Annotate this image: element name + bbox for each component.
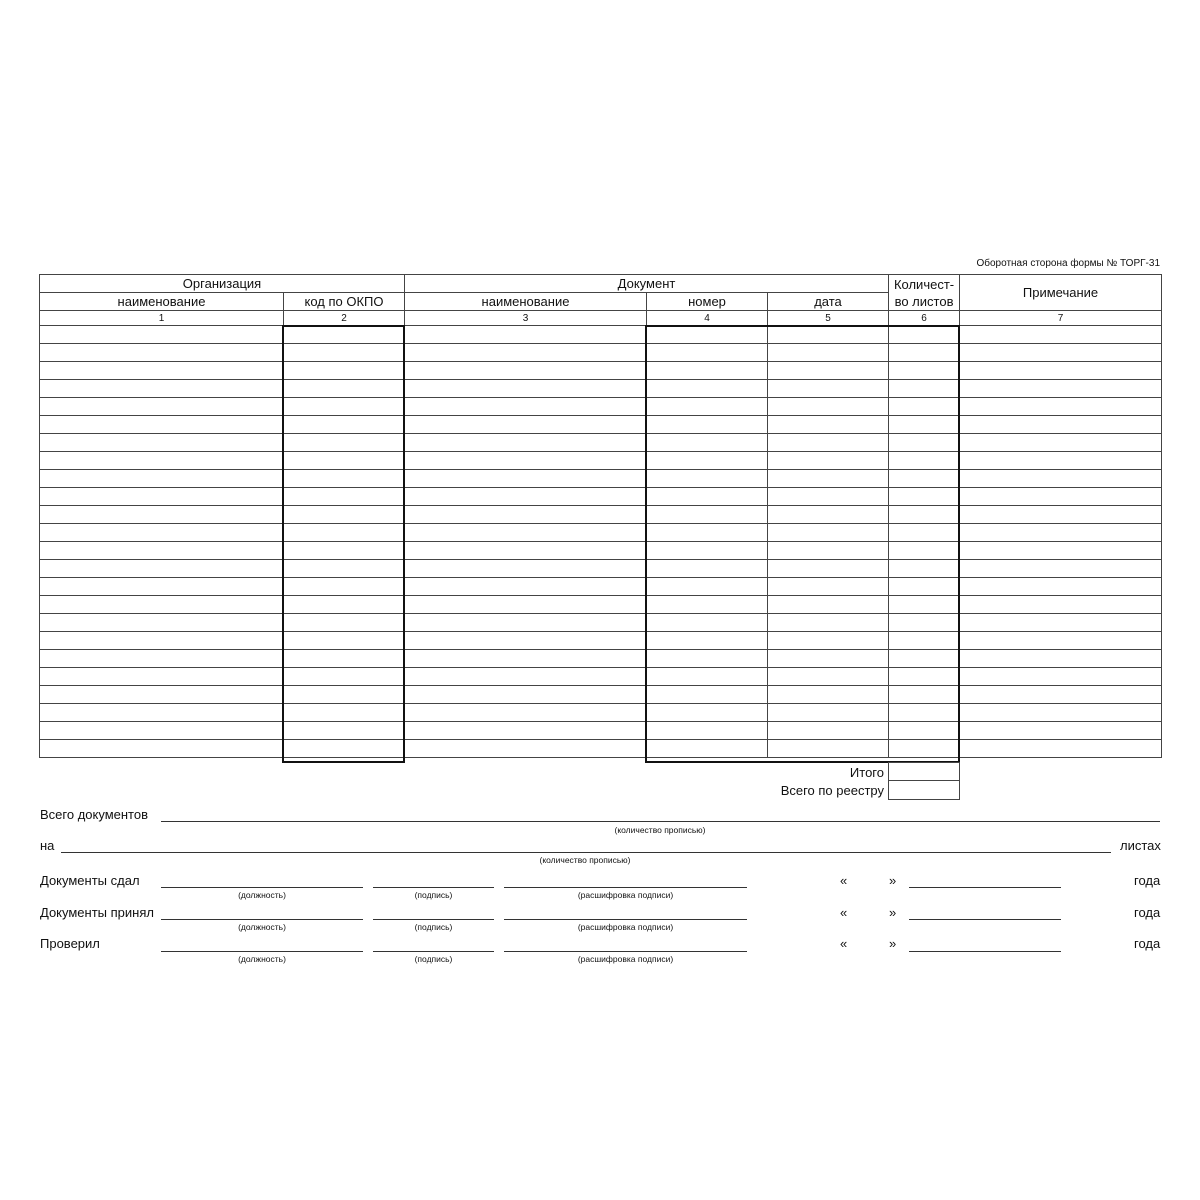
table-cell[interactable]	[40, 542, 284, 560]
handed-over-position-field[interactable]	[161, 887, 363, 888]
table-cell[interactable]	[889, 560, 960, 578]
table-cell[interactable]	[768, 740, 889, 758]
sheets-count-field[interactable]	[61, 852, 1111, 853]
registry-table	[39, 274, 1162, 758]
table-cell[interactable]	[405, 524, 647, 542]
col-number: 5	[768, 311, 889, 326]
table-cell[interactable]	[960, 524, 1162, 542]
table-cell[interactable]	[284, 614, 405, 632]
open-quote: «	[840, 873, 848, 888]
table-cell[interactable]	[960, 578, 1162, 596]
table-cell[interactable]	[960, 362, 1162, 380]
table-cell[interactable]	[768, 668, 889, 686]
table-cell[interactable]	[889, 722, 960, 740]
received-date-field[interactable]	[909, 919, 1061, 920]
table-cell[interactable]	[889, 416, 960, 434]
table-cell[interactable]	[647, 686, 768, 704]
col-number: 3	[405, 311, 647, 326]
table-cell[interactable]	[768, 470, 889, 488]
table-cell[interactable]	[960, 722, 1162, 740]
table-cell[interactable]	[647, 470, 768, 488]
table-cell[interactable]	[647, 740, 768, 758]
header-okpo-code: код по ОКПО	[284, 293, 405, 311]
table-row	[40, 704, 1162, 722]
form-reference: Оборотная сторона формы № ТОРГ-31	[976, 258, 1160, 269]
table-cell[interactable]	[768, 362, 889, 380]
table-cell[interactable]	[768, 416, 889, 434]
col-number: 7	[960, 311, 1162, 326]
table-cell[interactable]	[647, 650, 768, 668]
header-org-name: наименование	[40, 293, 284, 311]
caption-position: (должность)	[238, 922, 286, 932]
table-cell[interactable]	[40, 740, 284, 758]
table-cell[interactable]	[405, 326, 647, 344]
table-cell[interactable]	[284, 632, 405, 650]
table-cell[interactable]	[405, 668, 647, 686]
col-number: 1	[40, 311, 284, 326]
table-cell[interactable]	[960, 434, 1162, 452]
year-label: года	[1134, 905, 1161, 920]
close-quote: »	[889, 905, 897, 920]
table-cell[interactable]	[647, 668, 768, 686]
table-cell[interactable]	[405, 344, 647, 362]
table-cell[interactable]	[284, 668, 405, 686]
table-cell[interactable]	[889, 362, 960, 380]
table-cell[interactable]	[768, 560, 889, 578]
total-documents-field[interactable]	[161, 821, 1160, 822]
table-cell[interactable]	[284, 650, 405, 668]
table-cell[interactable]	[768, 596, 889, 614]
table-cell[interactable]	[284, 542, 405, 560]
table-cell[interactable]	[647, 722, 768, 740]
table-cell[interactable]	[889, 524, 960, 542]
table-cell[interactable]	[405, 650, 647, 668]
header-organization: Организация	[40, 275, 405, 293]
table-cell[interactable]	[40, 614, 284, 632]
table-cell[interactable]	[284, 416, 405, 434]
received-label: Документы принял	[40, 905, 154, 920]
table-cell[interactable]	[960, 506, 1162, 524]
table-cell[interactable]	[768, 434, 889, 452]
caption-signature-transcript: (расшифровка подписи)	[577, 890, 674, 900]
table-cell[interactable]	[647, 506, 768, 524]
table-cell[interactable]	[889, 686, 960, 704]
table-cell[interactable]	[960, 704, 1162, 722]
handed-over-name-field[interactable]	[504, 887, 747, 888]
table-cell[interactable]	[284, 326, 405, 344]
col-number: 4	[647, 311, 768, 326]
table-cell[interactable]	[889, 650, 960, 668]
table-cell[interactable]	[768, 614, 889, 632]
table-cell[interactable]	[960, 650, 1162, 668]
checked-date-field[interactable]	[909, 951, 1061, 952]
table-cell[interactable]	[405, 578, 647, 596]
table-cell[interactable]	[284, 740, 405, 758]
table-cell[interactable]	[960, 326, 1162, 344]
table-cell[interactable]	[889, 668, 960, 686]
table-cell[interactable]	[40, 398, 284, 416]
table-cell[interactable]	[768, 578, 889, 596]
table-cell[interactable]	[960, 632, 1162, 650]
table-cell[interactable]	[405, 398, 647, 416]
table-cell[interactable]	[40, 362, 284, 380]
table-cell[interactable]	[960, 542, 1162, 560]
table-cell[interactable]	[40, 704, 284, 722]
table-row	[40, 596, 1162, 614]
header-document: Документ	[405, 275, 889, 293]
handed-over-date-field[interactable]	[909, 887, 1061, 888]
table-cell[interactable]	[768, 380, 889, 398]
table-row	[40, 578, 1162, 596]
table-cell[interactable]	[405, 560, 647, 578]
table-cell[interactable]	[647, 524, 768, 542]
table-cell[interactable]	[960, 614, 1162, 632]
table-row	[40, 740, 1162, 758]
table-row	[40, 560, 1162, 578]
table-cell[interactable]	[960, 416, 1162, 434]
table-cell[interactable]	[405, 542, 647, 560]
table-cell[interactable]	[284, 704, 405, 722]
table-cell[interactable]	[768, 524, 889, 542]
handed-over-signature-field[interactable]	[373, 887, 494, 888]
table-row	[40, 326, 1162, 344]
header-doc-number: номер	[647, 293, 768, 311]
table-cell[interactable]	[889, 326, 960, 344]
caption-signature: (подпись)	[414, 954, 453, 964]
table-cell[interactable]	[960, 668, 1162, 686]
table-row	[40, 524, 1162, 542]
table-cell[interactable]	[284, 488, 405, 506]
table-cell[interactable]	[889, 704, 960, 722]
open-quote: «	[840, 936, 848, 951]
table-row	[40, 668, 1162, 686]
table-row	[40, 434, 1162, 452]
table-cell[interactable]	[768, 650, 889, 668]
table-cell[interactable]	[40, 632, 284, 650]
table-cell[interactable]	[284, 362, 405, 380]
itogo-cell[interactable]	[888, 762, 960, 781]
table-cell[interactable]	[284, 524, 405, 542]
table-cell[interactable]	[889, 578, 960, 596]
table-cell[interactable]	[284, 560, 405, 578]
table-cell[interactable]	[647, 434, 768, 452]
table-cell[interactable]	[960, 344, 1162, 362]
table-cell[interactable]	[284, 452, 405, 470]
table-cell[interactable]	[647, 326, 768, 344]
table-cell[interactable]	[284, 506, 405, 524]
table-cell[interactable]	[960, 560, 1162, 578]
table-cell[interactable]	[40, 434, 284, 452]
table-row	[40, 344, 1162, 362]
close-quote: »	[889, 873, 897, 888]
caption-position: (должность)	[238, 954, 286, 964]
table-cell[interactable]	[284, 380, 405, 398]
table-cell[interactable]	[284, 434, 405, 452]
table-cell[interactable]	[284, 578, 405, 596]
table-row	[40, 614, 1162, 632]
table-cell[interactable]	[960, 686, 1162, 704]
table-cell[interactable]	[405, 452, 647, 470]
checked-signature-field[interactable]	[373, 951, 494, 952]
table-cell[interactable]	[284, 596, 405, 614]
caption-signature-transcript: (расшифровка подписи)	[577, 922, 674, 932]
table-cell[interactable]	[405, 380, 647, 398]
caption-signature-transcript: (расшифровка подписи)	[577, 954, 674, 964]
table-cell[interactable]	[405, 614, 647, 632]
table-cell[interactable]	[647, 416, 768, 434]
table-cell[interactable]	[768, 686, 889, 704]
table-row	[40, 362, 1162, 380]
table-row	[40, 686, 1162, 704]
table-cell[interactable]	[40, 686, 284, 704]
year-label: года	[1134, 936, 1161, 951]
table-cell[interactable]	[768, 722, 889, 740]
table-row	[40, 722, 1162, 740]
registry-total-label: Всего по реестру	[780, 783, 884, 798]
received-signature-field[interactable]	[373, 919, 494, 920]
table-cell[interactable]	[647, 614, 768, 632]
table-cell[interactable]	[40, 344, 284, 362]
header-note: Примечание	[960, 275, 1162, 311]
table-row	[40, 380, 1162, 398]
table-cell[interactable]	[647, 488, 768, 506]
col-number: 6	[889, 311, 960, 326]
on-label: на	[40, 838, 55, 853]
table-cell[interactable]	[647, 452, 768, 470]
table-cell[interactable]	[889, 596, 960, 614]
table-cell[interactable]	[284, 344, 405, 362]
table-cell[interactable]	[768, 452, 889, 470]
received-name-field[interactable]	[504, 919, 747, 920]
table-cell[interactable]	[768, 488, 889, 506]
table-cell[interactable]	[647, 596, 768, 614]
registry-total-cell[interactable]	[888, 780, 960, 800]
caption-quantity-words: (количество прописью)	[614, 825, 706, 835]
table-row	[40, 542, 1162, 560]
table-cell[interactable]	[889, 542, 960, 560]
table-cell[interactable]	[405, 686, 647, 704]
table-row	[40, 506, 1162, 524]
table-cell[interactable]	[405, 506, 647, 524]
table-cell[interactable]	[40, 326, 284, 344]
table-row	[40, 452, 1162, 470]
table-row	[40, 416, 1162, 434]
table-cell[interactable]	[284, 398, 405, 416]
sheets-label: листах	[1120, 838, 1161, 853]
table-cell[interactable]	[40, 560, 284, 578]
table-cell[interactable]	[960, 488, 1162, 506]
checked-name-field[interactable]	[504, 951, 747, 952]
checked-position-field[interactable]	[161, 951, 363, 952]
itogo-label: Итого	[849, 765, 884, 780]
table-cell[interactable]	[40, 722, 284, 740]
table-cell[interactable]	[889, 470, 960, 488]
table-cell[interactable]	[40, 470, 284, 488]
open-quote: «	[840, 905, 848, 920]
table-cell[interactable]	[768, 632, 889, 650]
caption-position: (должность)	[238, 890, 286, 900]
table-cell[interactable]	[40, 506, 284, 524]
table-cell[interactable]	[768, 326, 889, 344]
table-cell[interactable]	[647, 632, 768, 650]
table-cell[interactable]	[405, 488, 647, 506]
table-cell[interactable]	[647, 380, 768, 398]
table-cell[interactable]	[768, 542, 889, 560]
table-cell[interactable]	[889, 506, 960, 524]
table-cell[interactable]	[40, 488, 284, 506]
header-sheets-count: Количест- во листов	[889, 275, 960, 311]
table-cell[interactable]	[40, 668, 284, 686]
table-cell[interactable]	[40, 578, 284, 596]
table-cell[interactable]	[889, 398, 960, 416]
table-cell[interactable]	[889, 614, 960, 632]
table-cell[interactable]	[960, 596, 1162, 614]
table-row	[40, 470, 1162, 488]
table-cell[interactable]	[889, 452, 960, 470]
table-cell[interactable]	[40, 524, 284, 542]
table-row	[40, 632, 1162, 650]
table-cell[interactable]	[647, 578, 768, 596]
table-cell[interactable]	[40, 452, 284, 470]
table-cell[interactable]	[40, 416, 284, 434]
total-documents-label: Всего документов	[40, 807, 148, 822]
table-cell[interactable]	[405, 470, 647, 488]
caption-signature: (подпись)	[414, 890, 453, 900]
received-position-field[interactable]	[161, 919, 363, 920]
table-cell[interactable]	[960, 452, 1162, 470]
table-cell[interactable]	[405, 740, 647, 758]
table-cell[interactable]	[960, 740, 1162, 758]
table-cell[interactable]	[405, 722, 647, 740]
table-cell[interactable]	[768, 344, 889, 362]
table-cell[interactable]	[40, 380, 284, 398]
table-cell[interactable]	[960, 398, 1162, 416]
table-row	[40, 650, 1162, 668]
table-cell[interactable]	[889, 380, 960, 398]
table-cell[interactable]	[40, 596, 284, 614]
table-cell[interactable]	[405, 596, 647, 614]
table-cell[interactable]	[284, 722, 405, 740]
table-body	[40, 326, 1162, 758]
table-cell[interactable]	[647, 398, 768, 416]
table-cell[interactable]	[647, 704, 768, 722]
table-cell[interactable]	[40, 650, 284, 668]
header-doc-date: дата	[768, 293, 889, 311]
table-cell[interactable]	[889, 344, 960, 362]
year-label: года	[1134, 873, 1161, 888]
table-cell[interactable]	[647, 362, 768, 380]
table-cell[interactable]	[889, 488, 960, 506]
table-cell[interactable]	[284, 686, 405, 704]
table-cell[interactable]	[960, 380, 1162, 398]
table-cell[interactable]	[405, 416, 647, 434]
table-row	[40, 398, 1162, 416]
checked-label: Проверил	[40, 936, 100, 951]
table-cell[interactable]	[284, 470, 405, 488]
handed-over-label: Документы сдал	[40, 873, 140, 888]
table-cell[interactable]	[405, 362, 647, 380]
col-number: 2	[284, 311, 405, 326]
table-cell[interactable]	[405, 632, 647, 650]
table-cell[interactable]	[647, 344, 768, 362]
table-cell[interactable]	[647, 560, 768, 578]
table-cell[interactable]	[889, 632, 960, 650]
table-cell[interactable]	[405, 434, 647, 452]
table-cell[interactable]	[889, 740, 960, 758]
header-doc-name: наименование	[405, 293, 647, 311]
table-cell[interactable]	[405, 704, 647, 722]
caption-signature: (подпись)	[414, 922, 453, 932]
table-cell[interactable]	[768, 398, 889, 416]
table-cell[interactable]	[960, 470, 1162, 488]
table-cell[interactable]	[768, 704, 889, 722]
table-cell[interactable]	[889, 434, 960, 452]
table-cell[interactable]	[647, 542, 768, 560]
caption-quantity-words: (количество прописью)	[539, 855, 631, 865]
close-quote: »	[889, 936, 897, 951]
table-row	[40, 488, 1162, 506]
table-cell[interactable]	[768, 506, 889, 524]
